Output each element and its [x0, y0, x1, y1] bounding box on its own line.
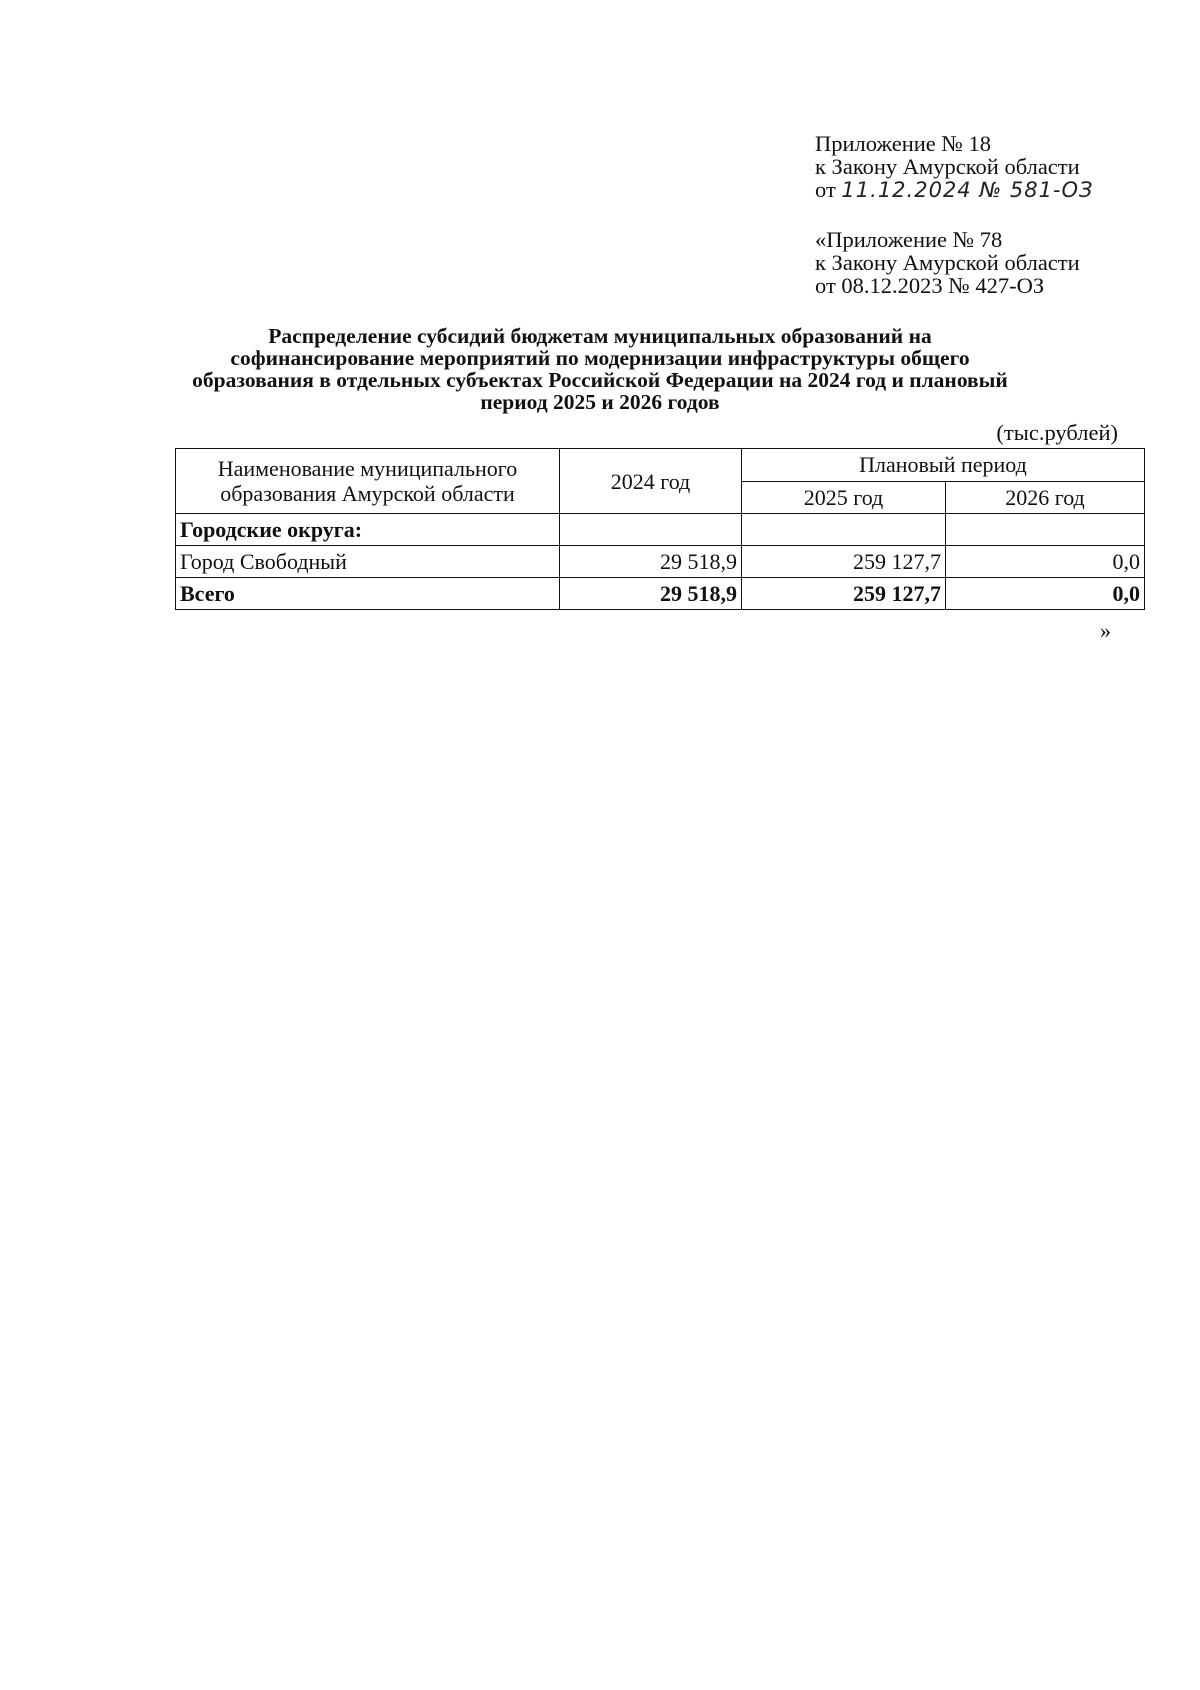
appendix-new-line3: [815, 178, 1175, 202]
title-line3: образования в отдельных субъектах Российской Федерации на 2024 год и плановый: [192, 368, 1008, 392]
row-value-2025: 259 127,7: [742, 546, 946, 578]
section-empty-cell: [946, 514, 1145, 546]
appendix-new-reference: [815, 132, 1175, 202]
table-header-row: [176, 449, 1145, 482]
units-label: (тыс.рублей): [996, 420, 1118, 445]
section-row: [176, 514, 1145, 546]
header-name-line2: образования Амурской области: [220, 481, 515, 506]
title-line4: период 2025 и 2026 годов: [480, 390, 720, 414]
appendix-new-date-prefix: от: [815, 177, 836, 202]
appendix-old-line2: к Закону Амурской области: [815, 250, 1080, 275]
title-line2: софинансирование мероприятий по модернизации инфраструктуры общего: [230, 346, 970, 370]
total-row: [176, 578, 1145, 610]
document-title: [150, 325, 1050, 413]
header-municipality-name: [176, 449, 560, 514]
appendix-old-line3: от 08.12.2023 № 427-ОЗ: [815, 273, 1045, 298]
section-empty-cell: [560, 514, 742, 546]
header-name-line1: Наименование муниципального: [217, 456, 518, 481]
total-value-2026: 0,0: [946, 578, 1145, 610]
total-value-2024: 29 518,9: [560, 578, 742, 610]
appendix-new-line1: Приложение № 18: [815, 131, 991, 156]
title-line1: Распределение субсидий бюджетам муниципальных образований на: [268, 324, 932, 348]
row-value-2026: 0,0: [946, 546, 1145, 578]
row-value-2024: 29 518,9: [560, 546, 742, 578]
row-municipality-name: Город Свободный: [176, 546, 560, 578]
appendix-new-line2: к Закону Амурской области: [815, 154, 1080, 179]
header-planned-period: Плановый период: [742, 449, 1145, 482]
handwritten-date-number: 11.12.2024 № 581-ОЗ: [841, 178, 1094, 202]
table-row: [176, 546, 1145, 578]
appendix-old-line1: «Приложение № 78: [815, 227, 1003, 252]
header-2026: 2026 год: [946, 481, 1145, 514]
section-empty-cell: [742, 514, 946, 546]
total-value-2025: 259 127,7: [742, 578, 946, 610]
total-label: Всего: [176, 578, 560, 610]
appendix-old-reference: [815, 228, 1175, 297]
header-2025: 2025 год: [742, 481, 946, 514]
subsidy-table: [175, 448, 1145, 610]
section-label: Городские округа:: [176, 514, 560, 546]
closing-quote: »: [1100, 618, 1111, 643]
header-2024: 2024 год: [560, 449, 742, 514]
